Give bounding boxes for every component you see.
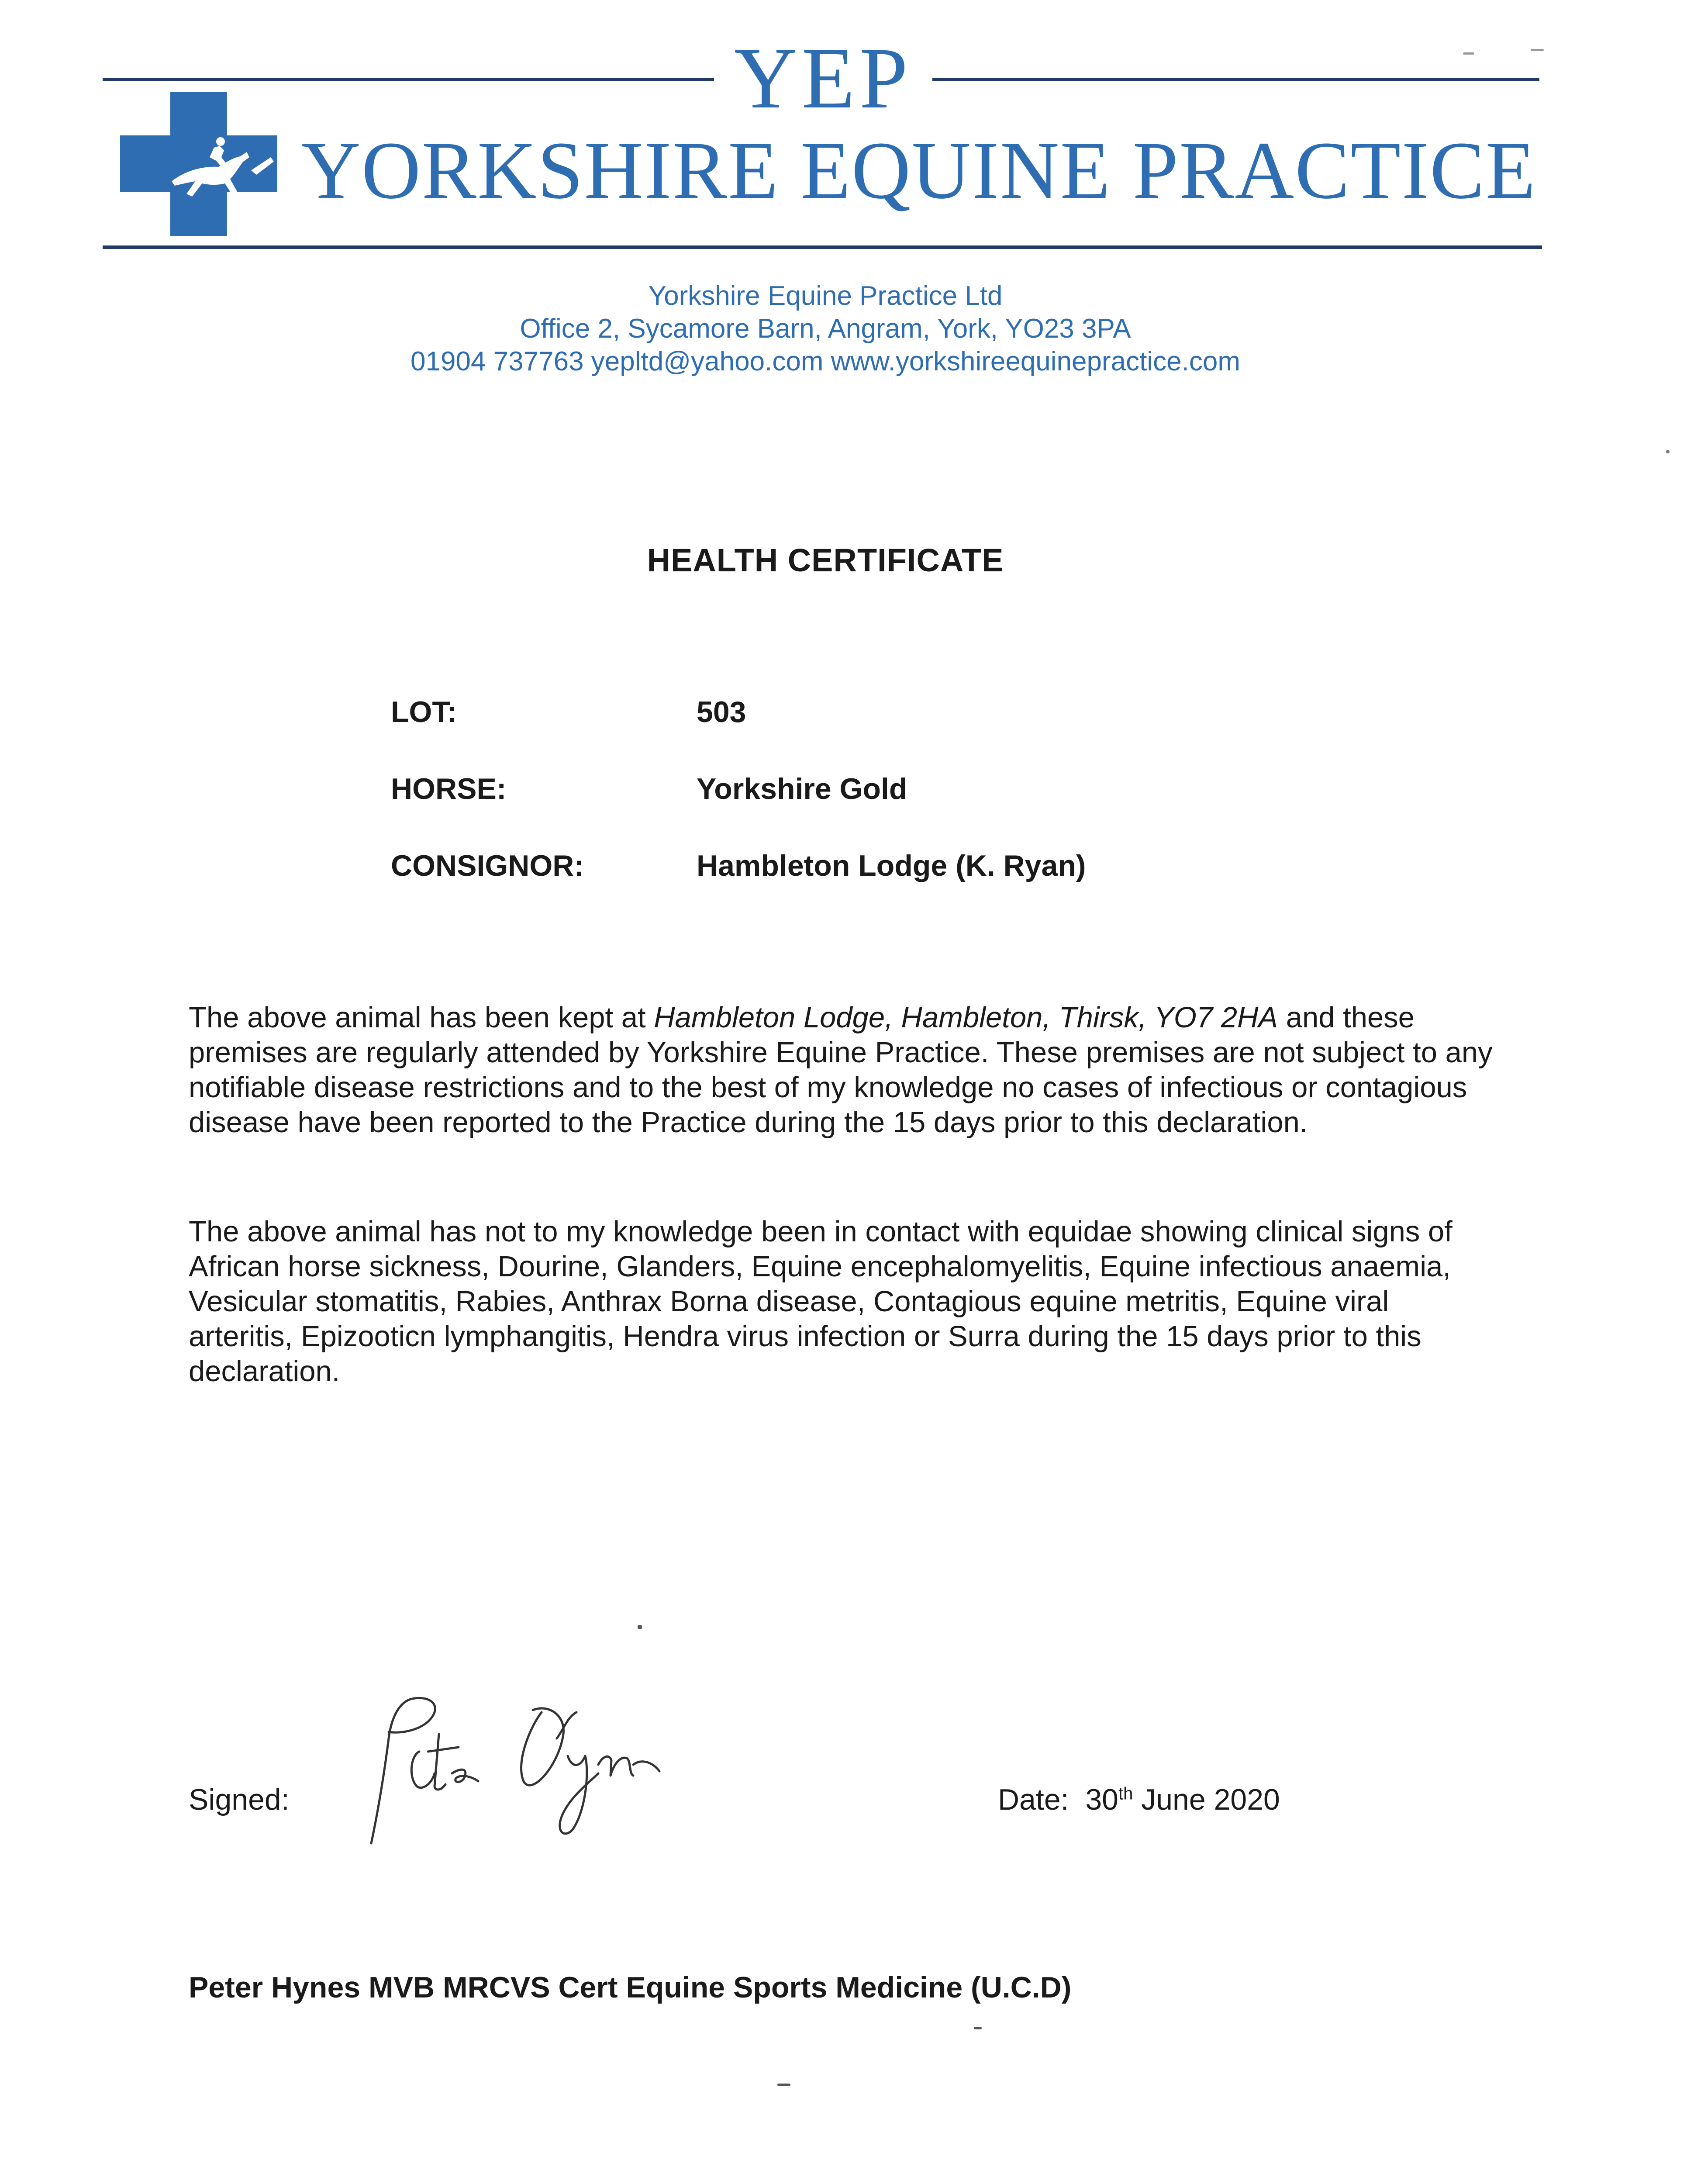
paragraph-rest: and these premises are regularly attended by Yorkshire Equine Practice. These premises are not subject to any notifiable disease restrictions and to the best of my knowledge no cases of infectious or contagious disease have been reported to the Practice during the 15 days prior to this declaration. — [189, 1001, 1493, 1139]
signature-image — [358, 1669, 699, 1852]
signoff-date — [998, 1782, 1280, 1817]
scan-speck — [1531, 49, 1544, 51]
scan-speck — [974, 2027, 982, 2029]
detail-value: Hambleton Lodge (K. Ryan) — [697, 849, 1086, 882]
premises-address: Hambleton Lodge, Hambleton, Thirsk, YO7 2HA — [654, 1001, 1278, 1034]
paragraph-lead: The above animal has been kept at — [189, 1001, 654, 1034]
detail-row-lot — [391, 695, 1352, 771]
scan-speck — [1666, 450, 1670, 453]
scan-speck — [638, 1625, 642, 1629]
company-contact — [0, 345, 1651, 378]
letterhead-practice-name: YORKSHIRE EQUINE PRACTICE — [301, 124, 1537, 216]
cross-with-jockey-icon — [120, 92, 277, 236]
date-label: Date: — [998, 1783, 1069, 1816]
certificate-title: HEALTH CERTIFICATE — [647, 542, 1004, 578]
company-phone: 01904 737763 — [411, 346, 584, 377]
detail-value: 503 — [697, 695, 746, 729]
date-day: 30 — [1085, 1783, 1118, 1816]
veterinarian-name: Peter Hynes MVB MRCVS Cert Equine Sports Medicine (U.C.D) — [189, 1971, 1072, 2004]
company-name: Yorkshire Equine Practice Ltd — [648, 281, 1003, 311]
detail-value: Yorkshire Gold — [697, 772, 907, 805]
detail-label: LOT: — [391, 695, 457, 729]
company-email: yepltd@yahoo.com — [591, 346, 824, 377]
detail-row-horse — [391, 771, 1352, 848]
certificate-details — [391, 695, 1352, 925]
scan-speck — [1463, 52, 1474, 55]
date-month-year: June 2020 — [1141, 1783, 1280, 1816]
letterhead-address-block — [0, 280, 1651, 378]
company-address: Office 2, Sycamore Barn, Angram, York, YO23 3PA — [520, 314, 1131, 344]
letterhead-top-rule-right — [932, 78, 1539, 81]
letterhead-bottom-rule — [103, 245, 1542, 249]
detail-label: CONSIGNOR: — [391, 849, 584, 882]
detail-row-consignor — [391, 848, 1352, 925]
company-website: www.yorkshireequinepractice.com — [831, 346, 1240, 377]
letterhead-top-rule-left — [103, 78, 714, 81]
detail-label: HORSE: — [391, 772, 507, 805]
scan-speck — [777, 2084, 790, 2086]
date-suffix: th — [1118, 1784, 1133, 1804]
declaration-paragraph-premises — [189, 1000, 1494, 1140]
signed-label: Signed: — [189, 1783, 290, 1816]
declaration-paragraph-diseases: The above animal has not to my knowledge been in contact with equidae showing clinical signs of African horse sickness, Dourine, Glanders, Equine encephalomyelitis, Equine infectious anaemia, Vesicular stomatitis, Rabies, Anthrax Borna disease, Contagious equine metritis, Equine viral arteritis, Epizooticn lymphangitis, Hendra virus infection or Surra during the 15 days prior to this declaration. — [189, 1215, 1452, 1388]
letterhead-yep-mark: YEP — [734, 30, 912, 127]
